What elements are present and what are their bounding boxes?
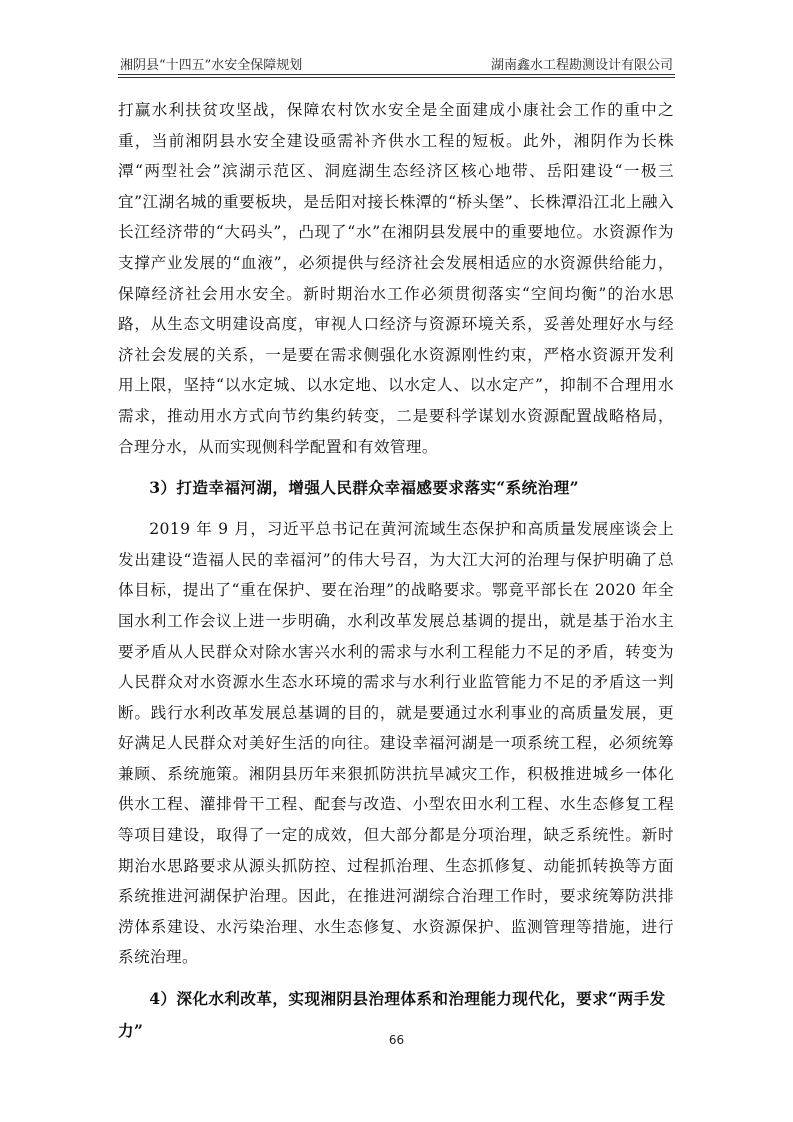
body-content [118,95,674,1057]
header-company: 湖南鑫水工程勘测设计有限公司 [490,58,673,73]
header-rule [118,74,675,75]
section-heading-4: 4）深化水利改革，实现湘阴县治理体系和治理能力现代化，要求“两手发力” [118,989,666,1041]
header-rule-thin [118,77,675,78]
header-title: 湘阴县“十四五”水安全保障规划 [120,58,303,73]
paragraph-continued: 打赢水利扶贫攻坚战，保障农村饮水安全是全面建成小康社会工作的重中之重，当前湘阴县水安全建设亟需补齐供水工程的短板。此外，湘阴作为长株潭“两型社会”滨湖示范区、洞庭湖生态经济区核心地带、岳阳建设“一极三宜”江湖名城的重要板块，是岳阳对接长株潭的“桥头堡”、长株潭沿江北上融入长江经济带的“大码头”，凸现了“水”在湘阴县发展中的重要地位。水资源作为支撑产业发展的“血液”，必须提供与经济社会发展相适应的水资源供给能力，保障经济社会用水安全。新时期治水工作必须贯彻落实“空间均衡”的治水思路，从生态文明建设高度，审视人口经济与资源环境关系，妥善处理好水与经济社会发展的关系，一是要在需求侧强化水资源刚性约束，严格水资源开发利用上限，坚持“以水定城、以水定地、以水定人、以水定产”，抑制不合理用水需求，推动用水方式向节约集约转变，二是要科学谋划水资源配置战略格局，合理分水，从而实现侧科学配置和有效管理。 [118,101,674,456]
page-number: 66 [388,1033,405,1047]
section-heading-3: 3）打造幸福河湖，增强人民群众幸福感要求落实“系统治理” [149,478,580,498]
running-header [120,54,673,73]
paragraph-systematic-governance: 2019 年 9 月，习近平总书记在黄河流域生态保护和高质量发展座谈会上发出建设“造福人民的幸福河”的伟大号召，为大江大河的治理与保护明确了总体目标，提出了“重在保护、要在治理”的战略要求。鄂竟平部长在 2020 年全国水利工作会议上进一步明确，水利改革发展总基调的提出，就是基于治水主要矛盾从人民群众对除水害兴水利的需求与水利工程能力不足的矛盾，转变为人民群众对水资源水生态水环境的需求与水利行业监管能力不足的矛盾这一判断。践行水利改革发展总基调的目的，就是要通过水利事业的高质量发展，更好满足人民群众对美好生活的向往。建设幸福河湖是一项系统工程，必须统筹兼顾、系统施策。湘阴县历年来狠抓防洪抗旱减灾工作，积极推进城乡一体化供水工程、灌排骨干工程、配套与改造、小型农田水利工程、水生态修复工程等项目建设，取得了一定的成效，但大部分都是分项治理，缺乏系统性。新时期治水思路要求从源头抓防控、过程抓治理、生态抓修复、动能抓转换等方面系统推进河湖保护治理。因此，在推进河湖综合治理工作时，要求统筹防洪排涝体系建设、水污染治理、水生态修复、水资源保护、监测管理等措施，进行系统治理。 [118,520,674,967]
